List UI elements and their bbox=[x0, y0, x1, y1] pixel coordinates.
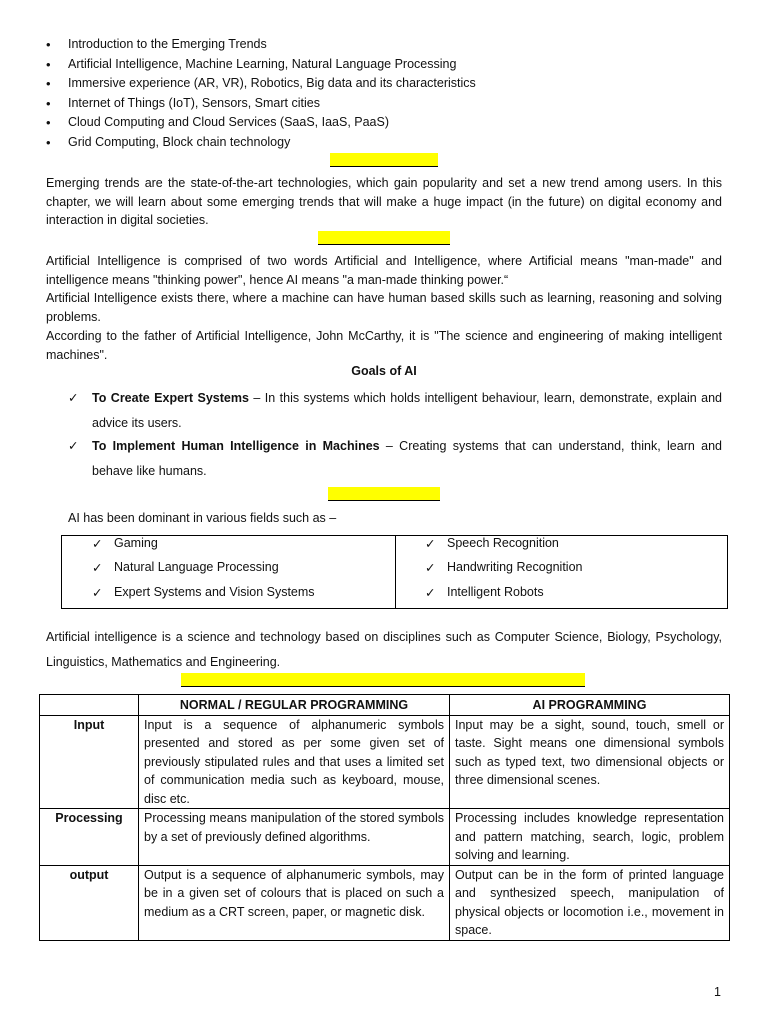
goals-title: Goals of AI bbox=[351, 364, 417, 378]
checkmark-icon: ✓ bbox=[68, 439, 79, 453]
row-label: Processing bbox=[40, 809, 139, 866]
table-row bbox=[40, 715, 730, 809]
normal-cell: Input is a sequence of alphanumeric symbols presented and stored as per some given set of previously stipulated rules and that uses a limited set of communication media such as keyboard, mouse, disc etc. bbox=[139, 715, 450, 809]
row-label: Input bbox=[40, 715, 139, 809]
normal-cell: Output is a sequence of alphanumeric symbols, may be in a given set of colours that is placed on such a medium as a CRT screen, paper, or magnetic disk. bbox=[139, 865, 450, 940]
ai-cell: Output can be in the form of printed language and synthesized speech, manipulation of physical objects or locomotion i.e., movement in space. bbox=[450, 865, 730, 940]
topic-item: • Artificial Intelligence, Machine Learning, Natural Language Processing bbox=[46, 55, 726, 75]
checkmark-icon: ✓ bbox=[68, 391, 79, 405]
programming-comparison-table bbox=[39, 694, 730, 941]
ai-fields-table bbox=[61, 535, 728, 609]
ai-skills-paragraph: Artificial Intelligence exists there, where a machine can have human based skills such as learning, reasoning and solving problems. bbox=[46, 291, 722, 324]
header-cell bbox=[40, 695, 139, 716]
field-item: ✓ Natural Language Processing bbox=[92, 560, 279, 575]
ai-cell: Processing includes knowledge representation and pattern matching, search, logic, problem solving and learning. bbox=[450, 809, 730, 866]
ai-cell: Input may be a sight, sound, touch, smell or taste. Sight means one dimensional symbols such as typed text, two dimensional objects or three dimensional scenes. bbox=[450, 715, 730, 809]
checkmark-icon: ✓ bbox=[425, 586, 436, 600]
goal-item bbox=[68, 434, 722, 483]
highlighted-heading-bar bbox=[328, 487, 440, 501]
field-item: ✓ Speech Recognition bbox=[425, 536, 559, 551]
header-cell: NORMAL / REGULAR PROGRAMMING bbox=[139, 695, 450, 716]
table-header-row bbox=[40, 695, 730, 716]
checkmark-icon: ✓ bbox=[92, 561, 103, 575]
topic-item: • Internet of Things (IoT), Sensors, Smart cities bbox=[46, 94, 726, 114]
ai-definition-paragraph: Artificial Intelligence is comprised of two words Artificial and Intelligence, where Artificial means "man-made" and intelligence means "thinking power", hence AI means "a man-made thinking power.“ bbox=[46, 254, 722, 287]
topic-item: • Introduction to the Emerging Trends bbox=[46, 35, 726, 55]
row-label: output bbox=[40, 865, 139, 940]
page-number: 1 bbox=[714, 985, 721, 999]
fields-intro: AI has been dominant in various fields such as – bbox=[68, 511, 337, 525]
goal-item bbox=[68, 386, 722, 435]
goal-title: To Implement Human Intelligence in Machines bbox=[92, 439, 380, 453]
header-cell: AI PROGRAMMING bbox=[450, 695, 730, 716]
highlighted-heading-bar bbox=[318, 231, 450, 245]
intro-paragraph: Emerging trends are the state-of-the-art technologies, which gain popularity and set a new trend among users. In this chapter, we will learn about some emerging trends that will make a huge impact (in the future) on digital economy and interaction in digital societies. bbox=[46, 176, 722, 227]
highlighted-heading-bar bbox=[181, 673, 585, 687]
ai-mccarthy-paragraph: According to the father of Artificial Intelligence, John McCarthy, it is "The science and engineering of making intelligent machines". bbox=[46, 329, 722, 362]
checkmark-icon: ✓ bbox=[425, 561, 436, 575]
field-item: ✓ Gaming bbox=[92, 536, 158, 551]
topic-list bbox=[46, 35, 726, 152]
field-item: ✓ Intelligent Robots bbox=[425, 585, 544, 600]
topic-item: • Grid Computing, Block chain technology bbox=[46, 133, 726, 153]
table-row bbox=[40, 809, 730, 866]
goal-title: To Create Expert Systems bbox=[92, 391, 249, 405]
fields-column-left bbox=[62, 536, 396, 608]
highlighted-heading-bar bbox=[330, 153, 438, 167]
goal-text: – Creating systems that can understand, think, learn and behave like humans. bbox=[92, 439, 722, 478]
field-item: ✓ Handwriting Recognition bbox=[425, 560, 583, 575]
topic-item: • Cloud Computing and Cloud Services (SaaS, IaaS, PaaS) bbox=[46, 113, 726, 133]
checkmark-icon: ✓ bbox=[425, 537, 436, 551]
checkmark-icon: ✓ bbox=[92, 586, 103, 600]
field-item: ✓ Expert Systems and Vision Systems bbox=[92, 585, 315, 600]
checkmark-icon: ✓ bbox=[92, 537, 103, 551]
table-row bbox=[40, 865, 730, 940]
disciplines-paragraph: Artificial intelligence is a science and technology based on disciplines such as Computer Science, Biology, Psychology, Linguistics, Mathematics and Engineering. bbox=[46, 630, 722, 669]
topic-item: • Immersive experience (AR, VR), Robotics, Big data and its characteristics bbox=[46, 74, 726, 94]
fields-column-right bbox=[396, 536, 727, 608]
goal-text: – In this systems which holds intelligent behaviour, learn, demonstrate, explain and advice its users. bbox=[92, 391, 723, 430]
normal-cell: Processing means manipulation of the stored symbols by a set of previously defined algorithms. bbox=[139, 809, 450, 866]
